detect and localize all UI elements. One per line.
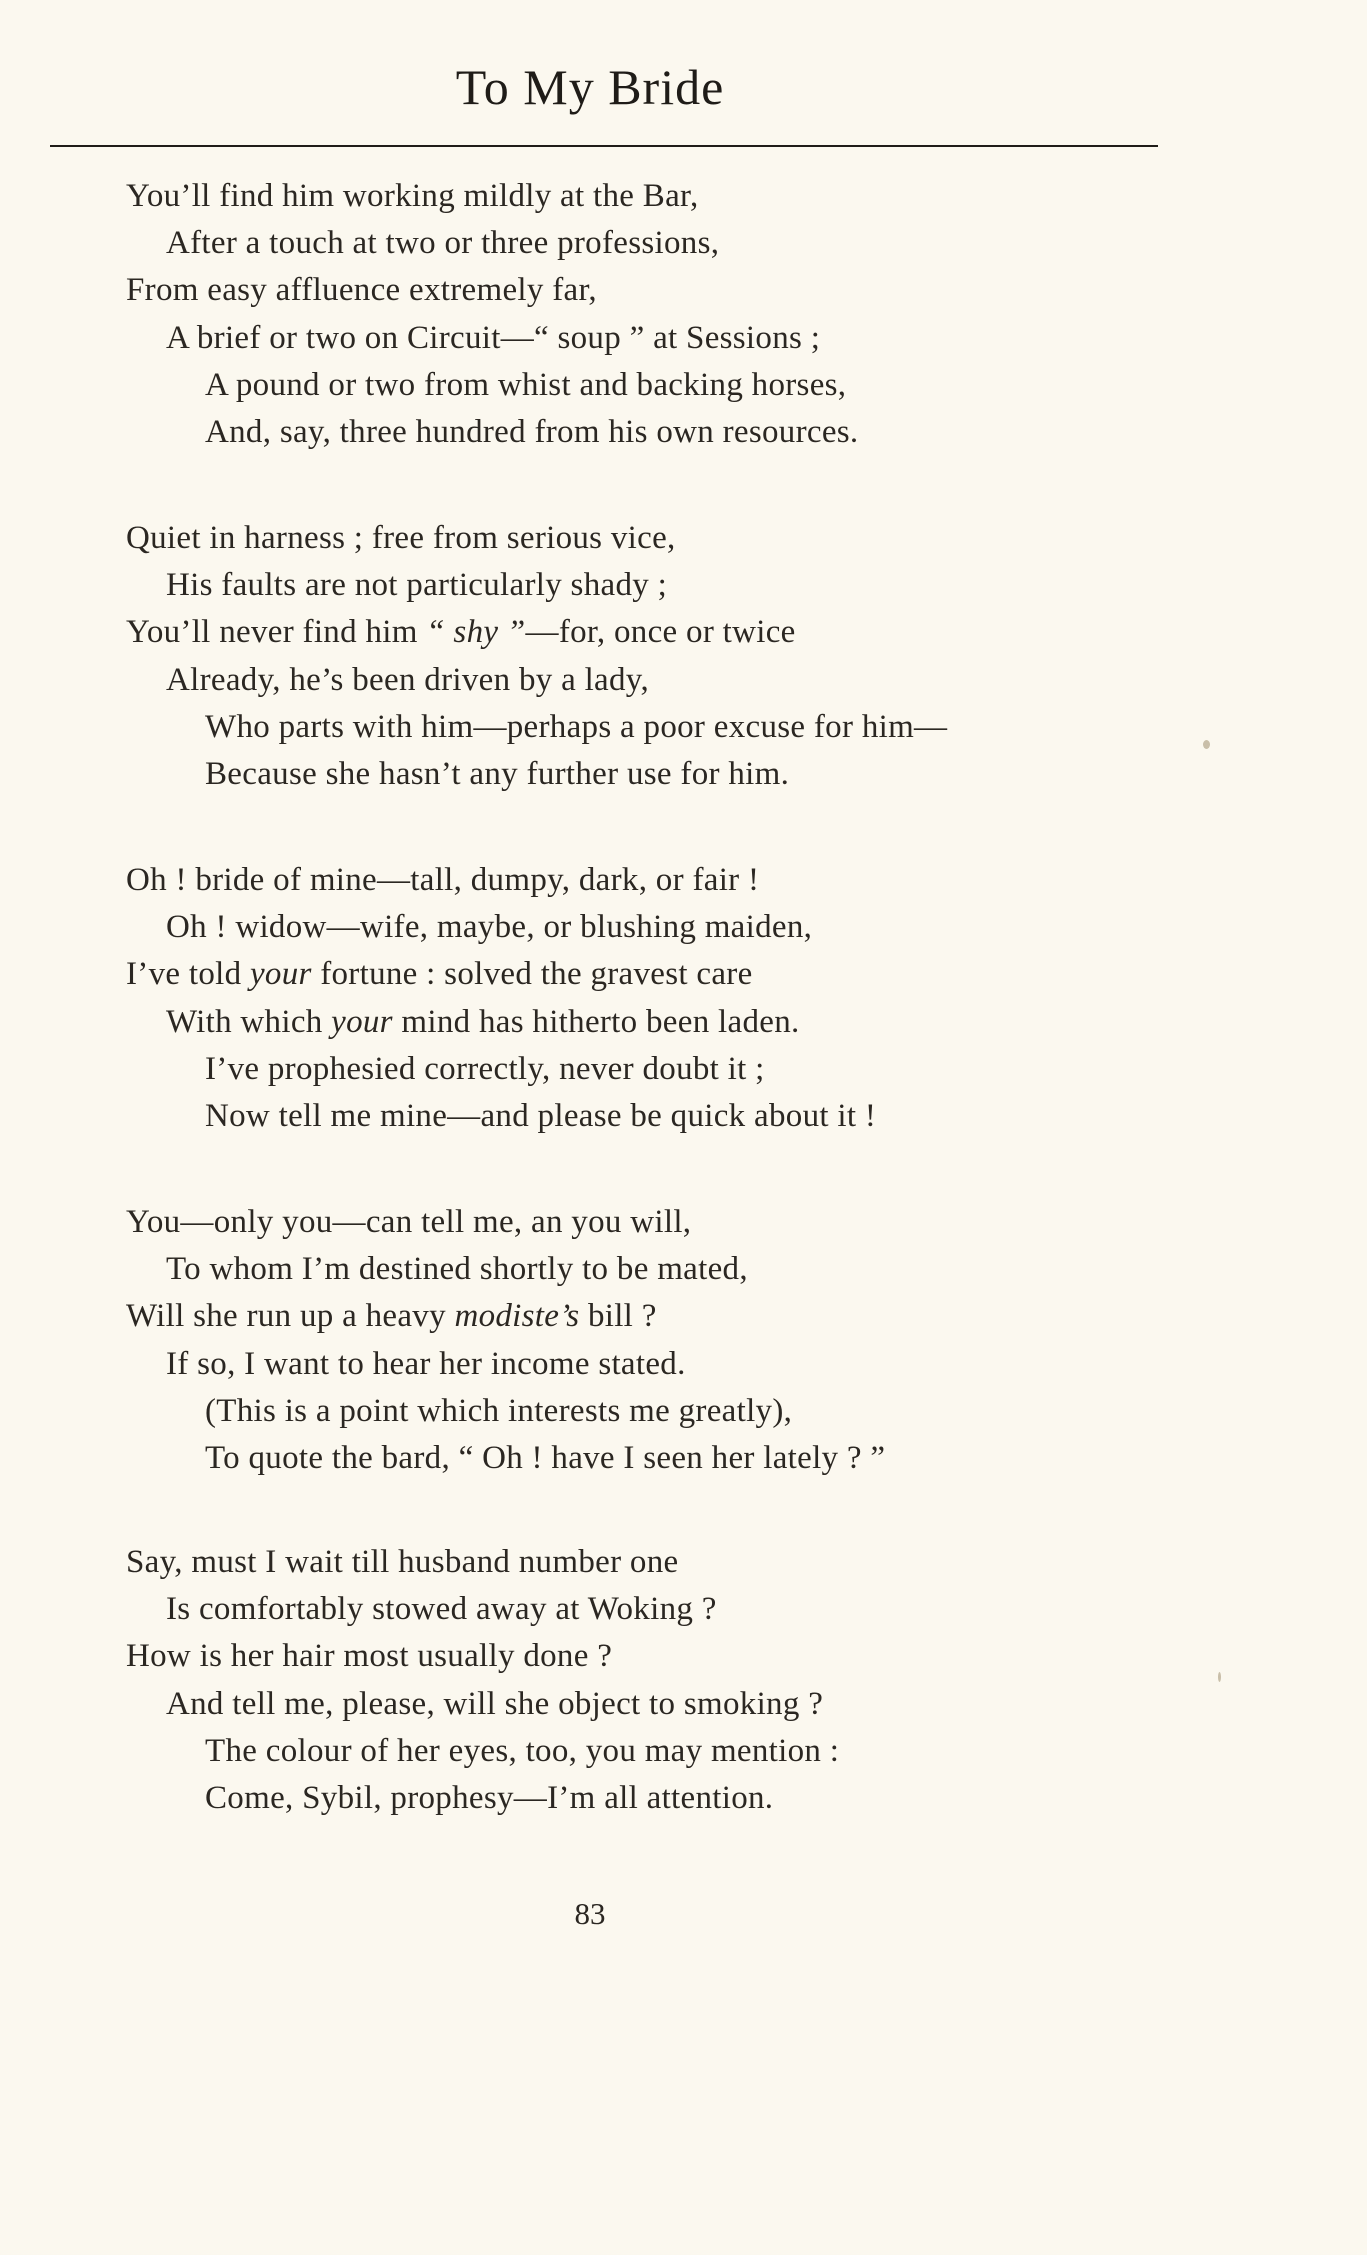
- verse-line-text: After a touch at two or three professions,: [166, 225, 720, 262]
- verse-line-text: To quote the bard, “ Oh ! have I seen her lately ? ”: [205, 1440, 886, 1476]
- verse-line-text: —for, once or twice: [525, 614, 796, 651]
- verse-line-text: With which: [166, 1003, 332, 1040]
- verse-line-text: If so, I want to hear her income stated.: [166, 1345, 686, 1382]
- verse-line-text: Oh ! widow—wife, maybe, or blushing maiden,: [166, 909, 813, 946]
- page-number: 83: [574, 1896, 606, 1931]
- verse-line-italic-text: “ shy ”: [426, 614, 526, 651]
- verse-line: [126, 1296, 657, 1336]
- verse-line: [166, 1002, 800, 1042]
- verse-line-text: Oh ! bride of mine—tall, dumpy, dark, or fair !: [126, 862, 760, 898]
- verse-line-italic-text: modiste’s: [454, 1298, 580, 1335]
- verse-line-text: A brief or two on Circuit—“ soup ” at Sessions ;: [166, 319, 821, 356]
- verse-line-text: To whom I’m destined shortly to be mated,: [166, 1251, 748, 1288]
- verse-line: [205, 1438, 885, 1478]
- verse-line-text: From easy affluence extremely far,: [126, 272, 597, 309]
- verse-line: [205, 754, 789, 794]
- verse-line-text: Now tell me mine—and please be quick about it !: [205, 1098, 877, 1134]
- verse-line-text: How is her hair most usually done ?: [126, 1638, 613, 1675]
- verse-line: [126, 1636, 612, 1676]
- verse-line: [166, 1684, 823, 1724]
- verse-line-text: You—only you—can tell me, an you will,: [126, 1204, 692, 1240]
- verse-line-text: Come, Sybil, prophesy—I’m all attention.: [205, 1780, 774, 1816]
- verse-line: [166, 565, 667, 605]
- verse-line: [166, 660, 649, 700]
- verse-line-text: Quiet in harness ; free from serious vice,: [126, 520, 676, 556]
- verse-line: [166, 907, 812, 947]
- verse-line: [126, 270, 597, 310]
- verse-line-text: A pound or two from whist and backing horses,: [205, 366, 847, 403]
- verse-line: [166, 318, 820, 358]
- verse-line: [126, 1542, 678, 1582]
- verse-line-text: You’ll never find him: [126, 614, 427, 651]
- verse-line-text: Will she run up a heavy: [126, 1298, 455, 1335]
- verse-line: [126, 176, 699, 216]
- verse-line: [205, 707, 947, 747]
- verse-line: [126, 612, 796, 652]
- paper-speck: [1203, 740, 1210, 749]
- verse-line: [205, 1049, 765, 1089]
- paper-speck: [1218, 1672, 1221, 1682]
- verse-line: [126, 954, 753, 994]
- verse-line-text: fortune : solved the gravest care: [311, 956, 753, 993]
- verse-line-text: Who parts with him—perhaps a poor excuse for him—: [205, 708, 948, 745]
- verse-line-text: Is comfortably stowed away at Woking ?: [166, 1591, 717, 1628]
- verse-line-text: His faults are not particularly shady ;: [166, 567, 668, 604]
- verse-line: [205, 1731, 839, 1771]
- verse-line-text: The colour of her eyes, too, you may mention :: [205, 1732, 840, 1769]
- verse-line-text: mind has hitherto been laden.: [392, 1003, 800, 1040]
- verse-line: [205, 365, 846, 405]
- verse-line: [205, 1778, 773, 1818]
- verse-line: [166, 223, 719, 263]
- verse-line-text: bill ?: [579, 1298, 657, 1335]
- verse-line-text: And tell me, please, will she object to smoking ?: [166, 1685, 824, 1722]
- verse-line: [126, 860, 759, 900]
- verse-line: [166, 1589, 717, 1629]
- verse-line: [126, 518, 676, 558]
- verse-line-text: Say, must I wait till husband number one: [126, 1544, 679, 1580]
- verse-line-text: (This is a point which interests me greatly),: [205, 1392, 793, 1429]
- verse-line: [166, 1249, 748, 1289]
- verse-line: [126, 1202, 691, 1242]
- verse-line: [205, 1096, 876, 1136]
- verse-line-text: Already, he’s been driven by a lady,: [166, 661, 650, 698]
- header-rule: [50, 145, 1158, 147]
- verse-line-text: Because she hasn’t any further use for him.: [205, 756, 790, 792]
- running-title: To My Bride: [455, 59, 725, 115]
- verse-line-text: You’ll find him working mildly at the Bar,: [126, 178, 699, 214]
- verse-line: [205, 412, 858, 452]
- verse-line-italic-text: your: [249, 956, 312, 993]
- verse-line-italic-text: your: [331, 1003, 393, 1040]
- verse-line: [166, 1344, 686, 1384]
- verse-line: [205, 1391, 792, 1431]
- verse-line-text: I’ve prophesied correctly, never doubt it ;: [205, 1050, 765, 1087]
- verse-line-text: I’ve told: [126, 956, 250, 993]
- verse-line-text: And, say, three hundred from his own resources.: [205, 414, 859, 450]
